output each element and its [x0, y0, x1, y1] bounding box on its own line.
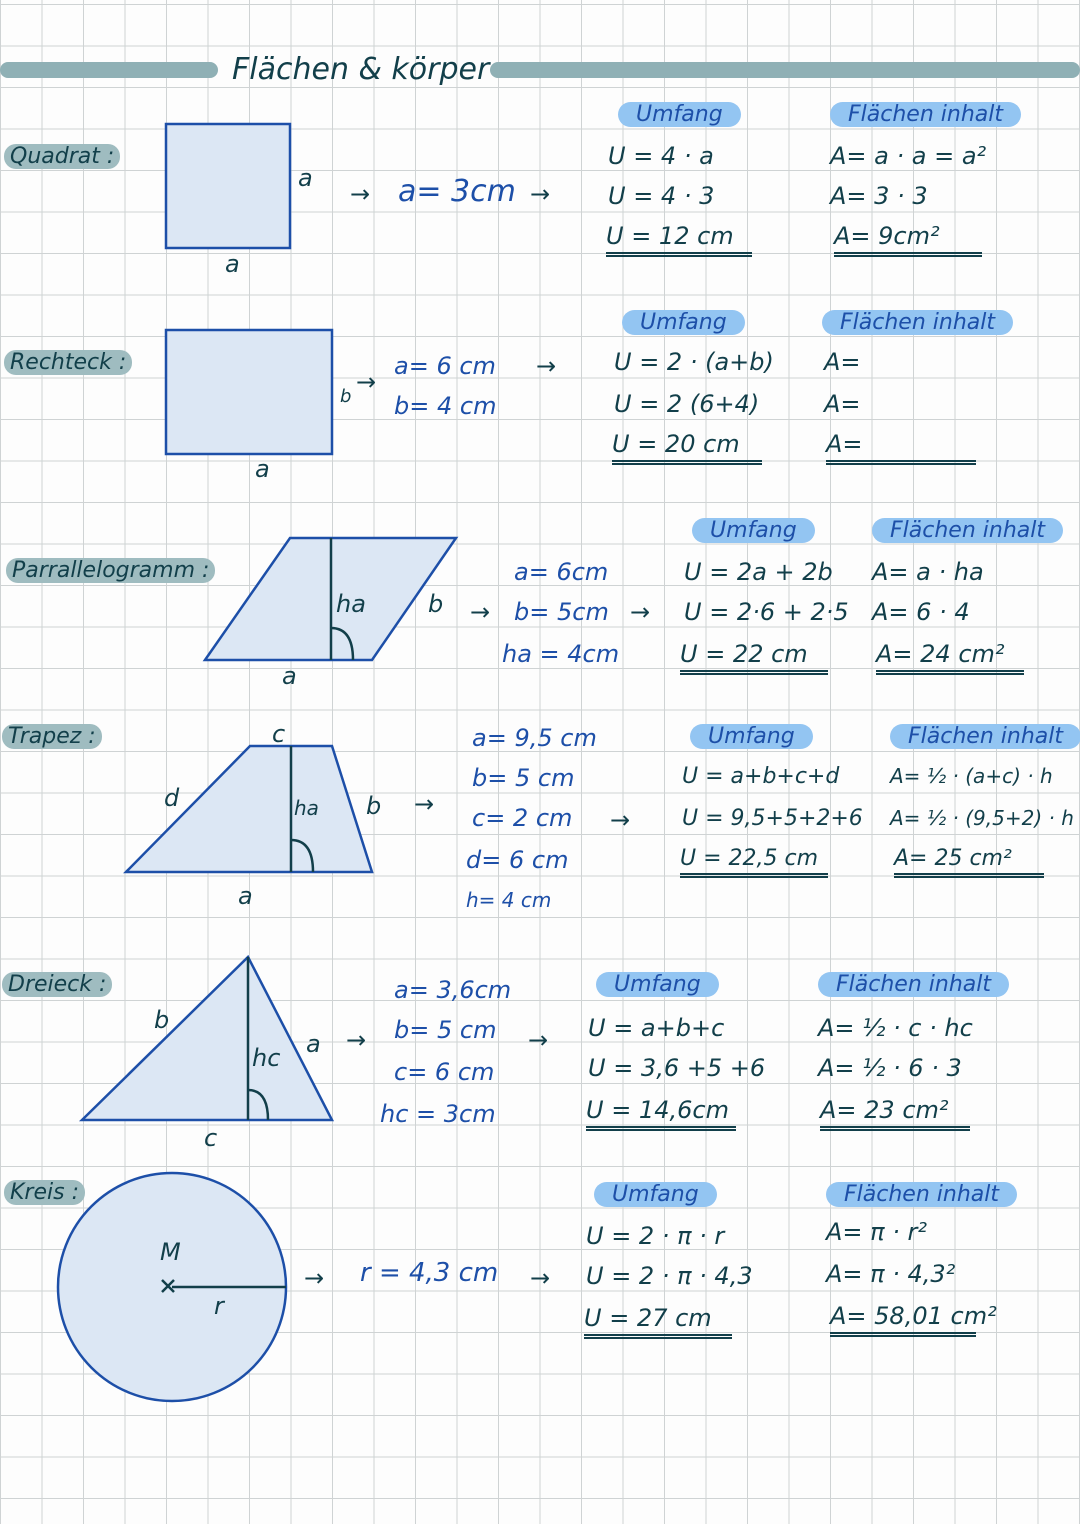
result: U = 22,5 cm — [680, 846, 828, 878]
result: A= 9cm² — [834, 222, 982, 257]
given-value: a= 6cm — [514, 558, 609, 586]
formula: A= ½ · (a+c) · h — [890, 764, 1053, 788]
given-value: ha = 4cm — [502, 640, 620, 668]
heading-umfang: Umfang — [622, 310, 745, 335]
given-value: b= 5 cm — [472, 764, 575, 792]
given-value: b= 4 cm — [394, 392, 497, 420]
given-value: d= 6 cm — [466, 846, 569, 874]
given-value: b= 5 cm — [394, 1016, 497, 1044]
side-label: d — [164, 784, 180, 812]
arrow-icon: → — [530, 180, 551, 208]
side-label: a — [282, 662, 297, 690]
label-dreieck: Dreieck : — [2, 972, 112, 997]
formula: A= — [824, 390, 861, 418]
arrow-icon: → — [530, 1264, 551, 1292]
formula: A= π · r² — [826, 1218, 927, 1246]
side-label: a — [255, 455, 270, 483]
formula: U = 2 (6+4) — [614, 390, 760, 418]
side-label: a — [238, 882, 253, 910]
arrow-icon: → — [610, 806, 631, 834]
radius-label: r — [214, 1292, 224, 1320]
formula: A= 6 · 4 — [872, 598, 970, 626]
result: U = 20 cm — [612, 430, 762, 465]
arrow-icon: → — [528, 1026, 549, 1054]
formula: U = 2 · π · r — [586, 1222, 725, 1250]
side-label: a — [225, 250, 240, 278]
side-label: b — [428, 590, 444, 618]
arrow-icon: → — [304, 1264, 325, 1292]
arrow-icon: → — [350, 180, 371, 208]
result: A= 25 cm² — [894, 846, 1044, 878]
arrow-icon: → — [356, 368, 377, 396]
formula: U = 4 · 3 — [608, 182, 715, 210]
triangle-shape — [82, 957, 332, 1120]
height-label: hc — [252, 1044, 281, 1072]
side-label: a — [298, 164, 313, 192]
formula: U = 2 · π · 4,3 — [586, 1262, 753, 1290]
rectangle-shape — [166, 330, 332, 454]
label-trapez: Trapez : — [2, 724, 102, 749]
formula: A= ½ · (9,5+2) · h — [890, 806, 1074, 830]
formula: A= — [824, 348, 861, 376]
arrow-icon: → — [414, 790, 435, 818]
arrow-icon: → — [630, 598, 651, 626]
formula: U = 3,6 +5 +6 — [588, 1054, 766, 1082]
result: A= 58,01 cm² — [830, 1302, 976, 1337]
given-value: a= 9,5 cm — [472, 724, 597, 752]
heading-umfang: Umfang — [596, 972, 719, 997]
heading-umfang: Umfang — [594, 1182, 717, 1207]
height-label: ha — [336, 590, 366, 618]
result: U = 14,6cm — [586, 1096, 736, 1131]
result: U = 12 cm — [606, 222, 752, 257]
center-label: M — [160, 1238, 181, 1266]
side-label: b — [154, 1006, 170, 1034]
given-value: a= 3cm — [398, 174, 516, 209]
given-value: b= 5cm — [514, 598, 609, 626]
result: U = 27 cm — [584, 1304, 732, 1339]
side-label: b — [366, 792, 382, 820]
given-value: hc = 3cm — [380, 1100, 496, 1128]
formula: U = 2·6 + 2·5 — [684, 598, 849, 626]
given-value: c= 2 cm — [472, 804, 573, 832]
heading-umfang: Umfang — [618, 102, 741, 127]
result: U = 22 cm — [680, 640, 828, 675]
heading-flaeche: Flächen inhalt — [822, 310, 1013, 335]
formula: A= a · ha — [872, 558, 984, 586]
given-value: h= 4 cm — [466, 888, 552, 912]
given-value: a= 6 cm — [394, 352, 496, 380]
height-label: ha — [294, 796, 319, 820]
heading-flaeche: Flächen inhalt — [890, 724, 1080, 749]
heading-umfang: Umfang — [690, 724, 813, 749]
heading-flaeche: Flächen inhalt — [818, 972, 1009, 997]
side-label: a — [306, 1030, 321, 1058]
formula: U = 2a + 2b — [684, 558, 833, 586]
given-value: r = 4,3 cm — [360, 1258, 499, 1288]
label-rechteck: Rechteck : — [4, 350, 132, 375]
trapezoid-shape — [126, 746, 372, 872]
side-label: c — [204, 1124, 218, 1152]
heading-flaeche: Flächen inhalt — [872, 518, 1063, 543]
side-label: b — [340, 386, 352, 407]
formula: U = 2 · (a+b) — [614, 348, 774, 376]
formula: U = a+b+c+d — [682, 764, 840, 789]
formula: A= ½ · 6 · 3 — [818, 1054, 962, 1082]
arrow-icon: → — [346, 1026, 367, 1054]
label-kreis: Kreis : — [4, 1180, 85, 1205]
heading-flaeche: Flächen inhalt — [826, 1182, 1017, 1207]
result: A= 24 cm² — [876, 640, 1024, 675]
formula: U = 9,5+5+2+6 — [682, 806, 863, 831]
label-parallelogramm: Parrallelogramm : — [6, 558, 215, 583]
page-title: Flächen & körper — [232, 52, 490, 87]
heading-flaeche: Flächen inhalt — [830, 102, 1021, 127]
heading-umfang: Umfang — [692, 518, 815, 543]
label-quadrat: Quadrat : — [4, 144, 120, 169]
formula: A= a · a = a² — [830, 142, 987, 170]
arrow-icon: → — [536, 352, 557, 380]
result: A= 23 cm² — [820, 1096, 970, 1131]
square-shape — [166, 124, 290, 248]
result: A= — [826, 430, 976, 465]
formula: A= ½ · c · hc — [818, 1014, 973, 1042]
formula: A= π · 4,3² — [826, 1260, 956, 1288]
given-value: a= 3,6cm — [394, 976, 512, 1004]
formula: A= 3 · 3 — [830, 182, 928, 210]
side-label: c — [272, 720, 286, 748]
formula: U = a+b+c — [588, 1014, 725, 1042]
arrow-icon: → — [470, 598, 491, 626]
given-value: c= 6 cm — [394, 1058, 495, 1086]
formula: U = 4 · a — [608, 142, 714, 170]
